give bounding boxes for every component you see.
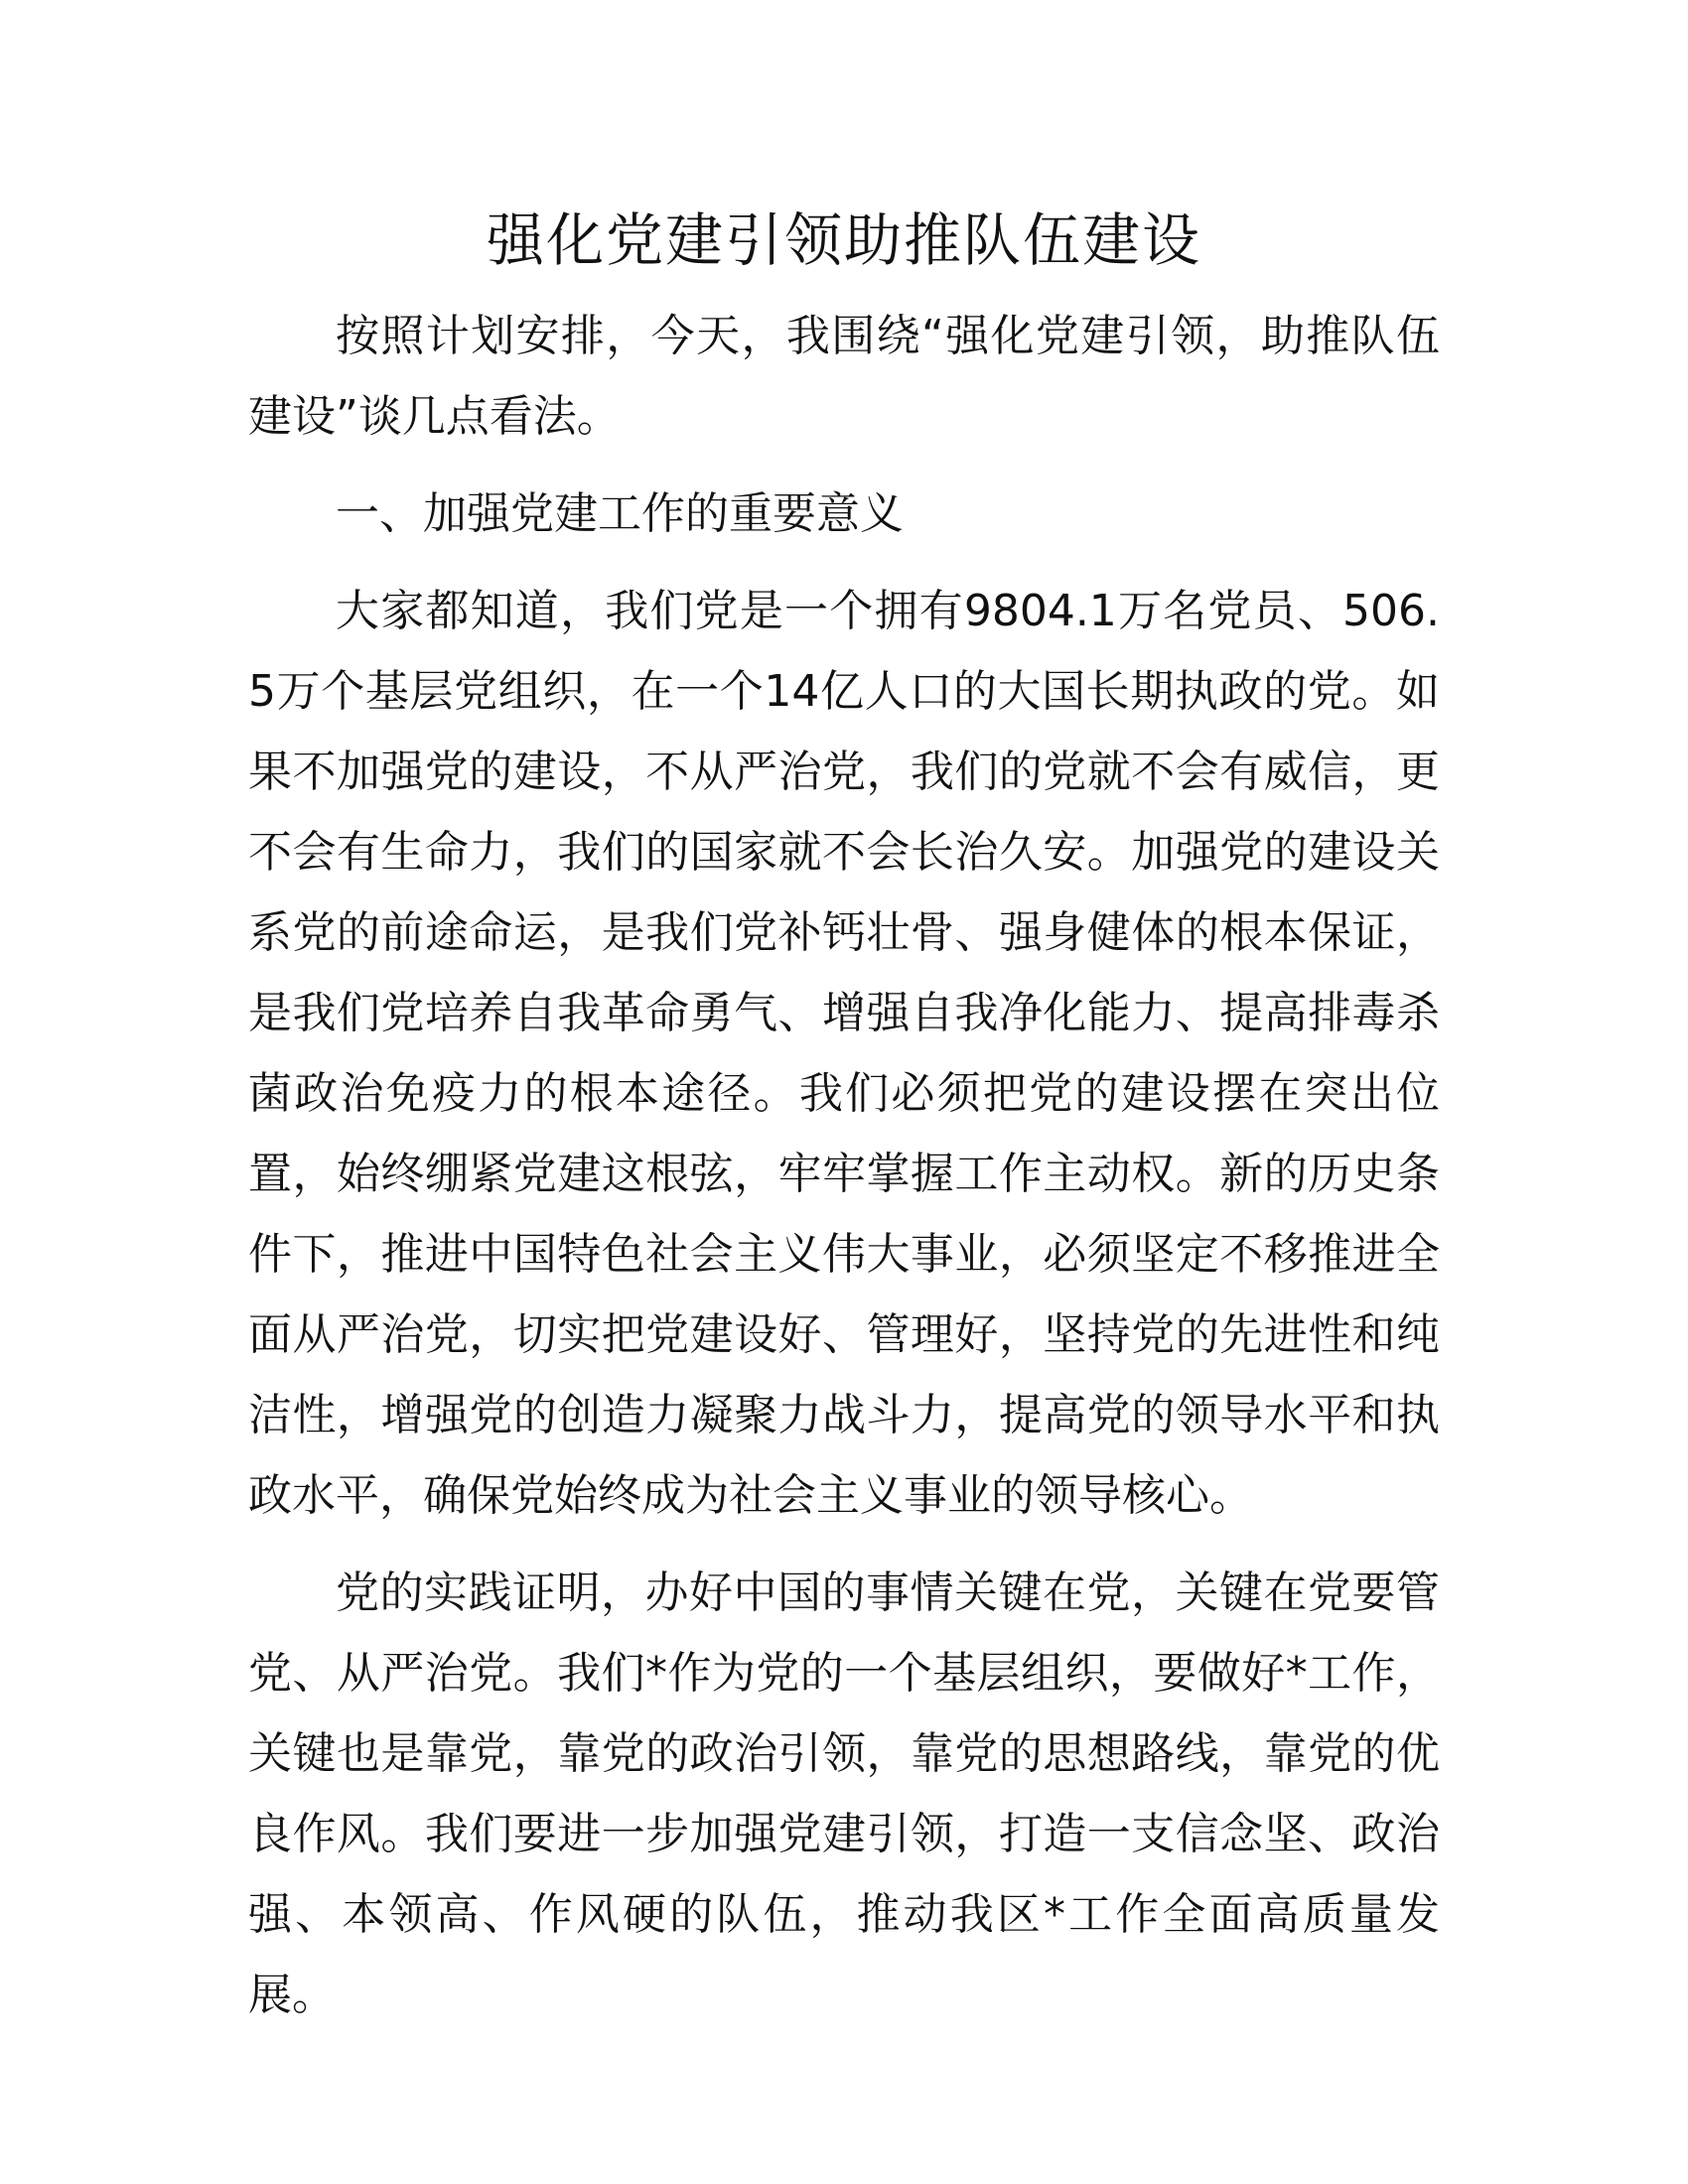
- document-title: 强化党建引领助推队伍建设: [486, 206, 1201, 274]
- body-paragraph-1: 大家都知道，我们党是一个拥有9804.1万名党员、506.5万个基层党组织，在一个14亿人口的大国长期执政的党。如果不加强党的建设，不从严治党，我们的党就不会有威信，更不会有生命力，我们的国家就不会长治久安。加强党的建设关系党的前途命运，是我们党补钙壮骨、强身健体的根本保证，是我们党培养自我革命勇气、增强自我净化能力、提高排毒杀菌政治免疫力的根本途径。我们必须把党的建设摆在突出位置，始终绷紧党建这根弦，牢牢掌握工作主动权。新的历史条件下，推进中国特色社会主义伟大事业，必须坚定不移推进全面从严治党，切实把党建设好、管理好，坚持党的先进性和纯洁性，增强党的创造力凝聚力战斗力，提高党的领导水平和执政水平，确保党始终成为社会主义事业的领导核心。: [248, 586, 1440, 1521]
- document-body: [248, 296, 1440, 2052]
- section-heading: 一、加强党建工作的重要意义: [336, 488, 904, 539]
- intro-paragraph: 按照计划安排，今天，我围绕“强化党建引领，助推队伍建设”谈几点看法。: [248, 311, 1440, 442]
- body-paragraph-2: 党的实践证明，办好中国的事情关键在党，关键在党要管党、从严治党。我们*作为党的一个基层组织，要做好*工作，关键也是靠党，靠党的政治引领，靠党的思想路线，靠党的优良作风。我们要进一步加强党建引领，打造一支信念坚、政治强、本领高、作风硬的队伍，推动我区*工作全面高质量发展。: [248, 1568, 1440, 2020]
